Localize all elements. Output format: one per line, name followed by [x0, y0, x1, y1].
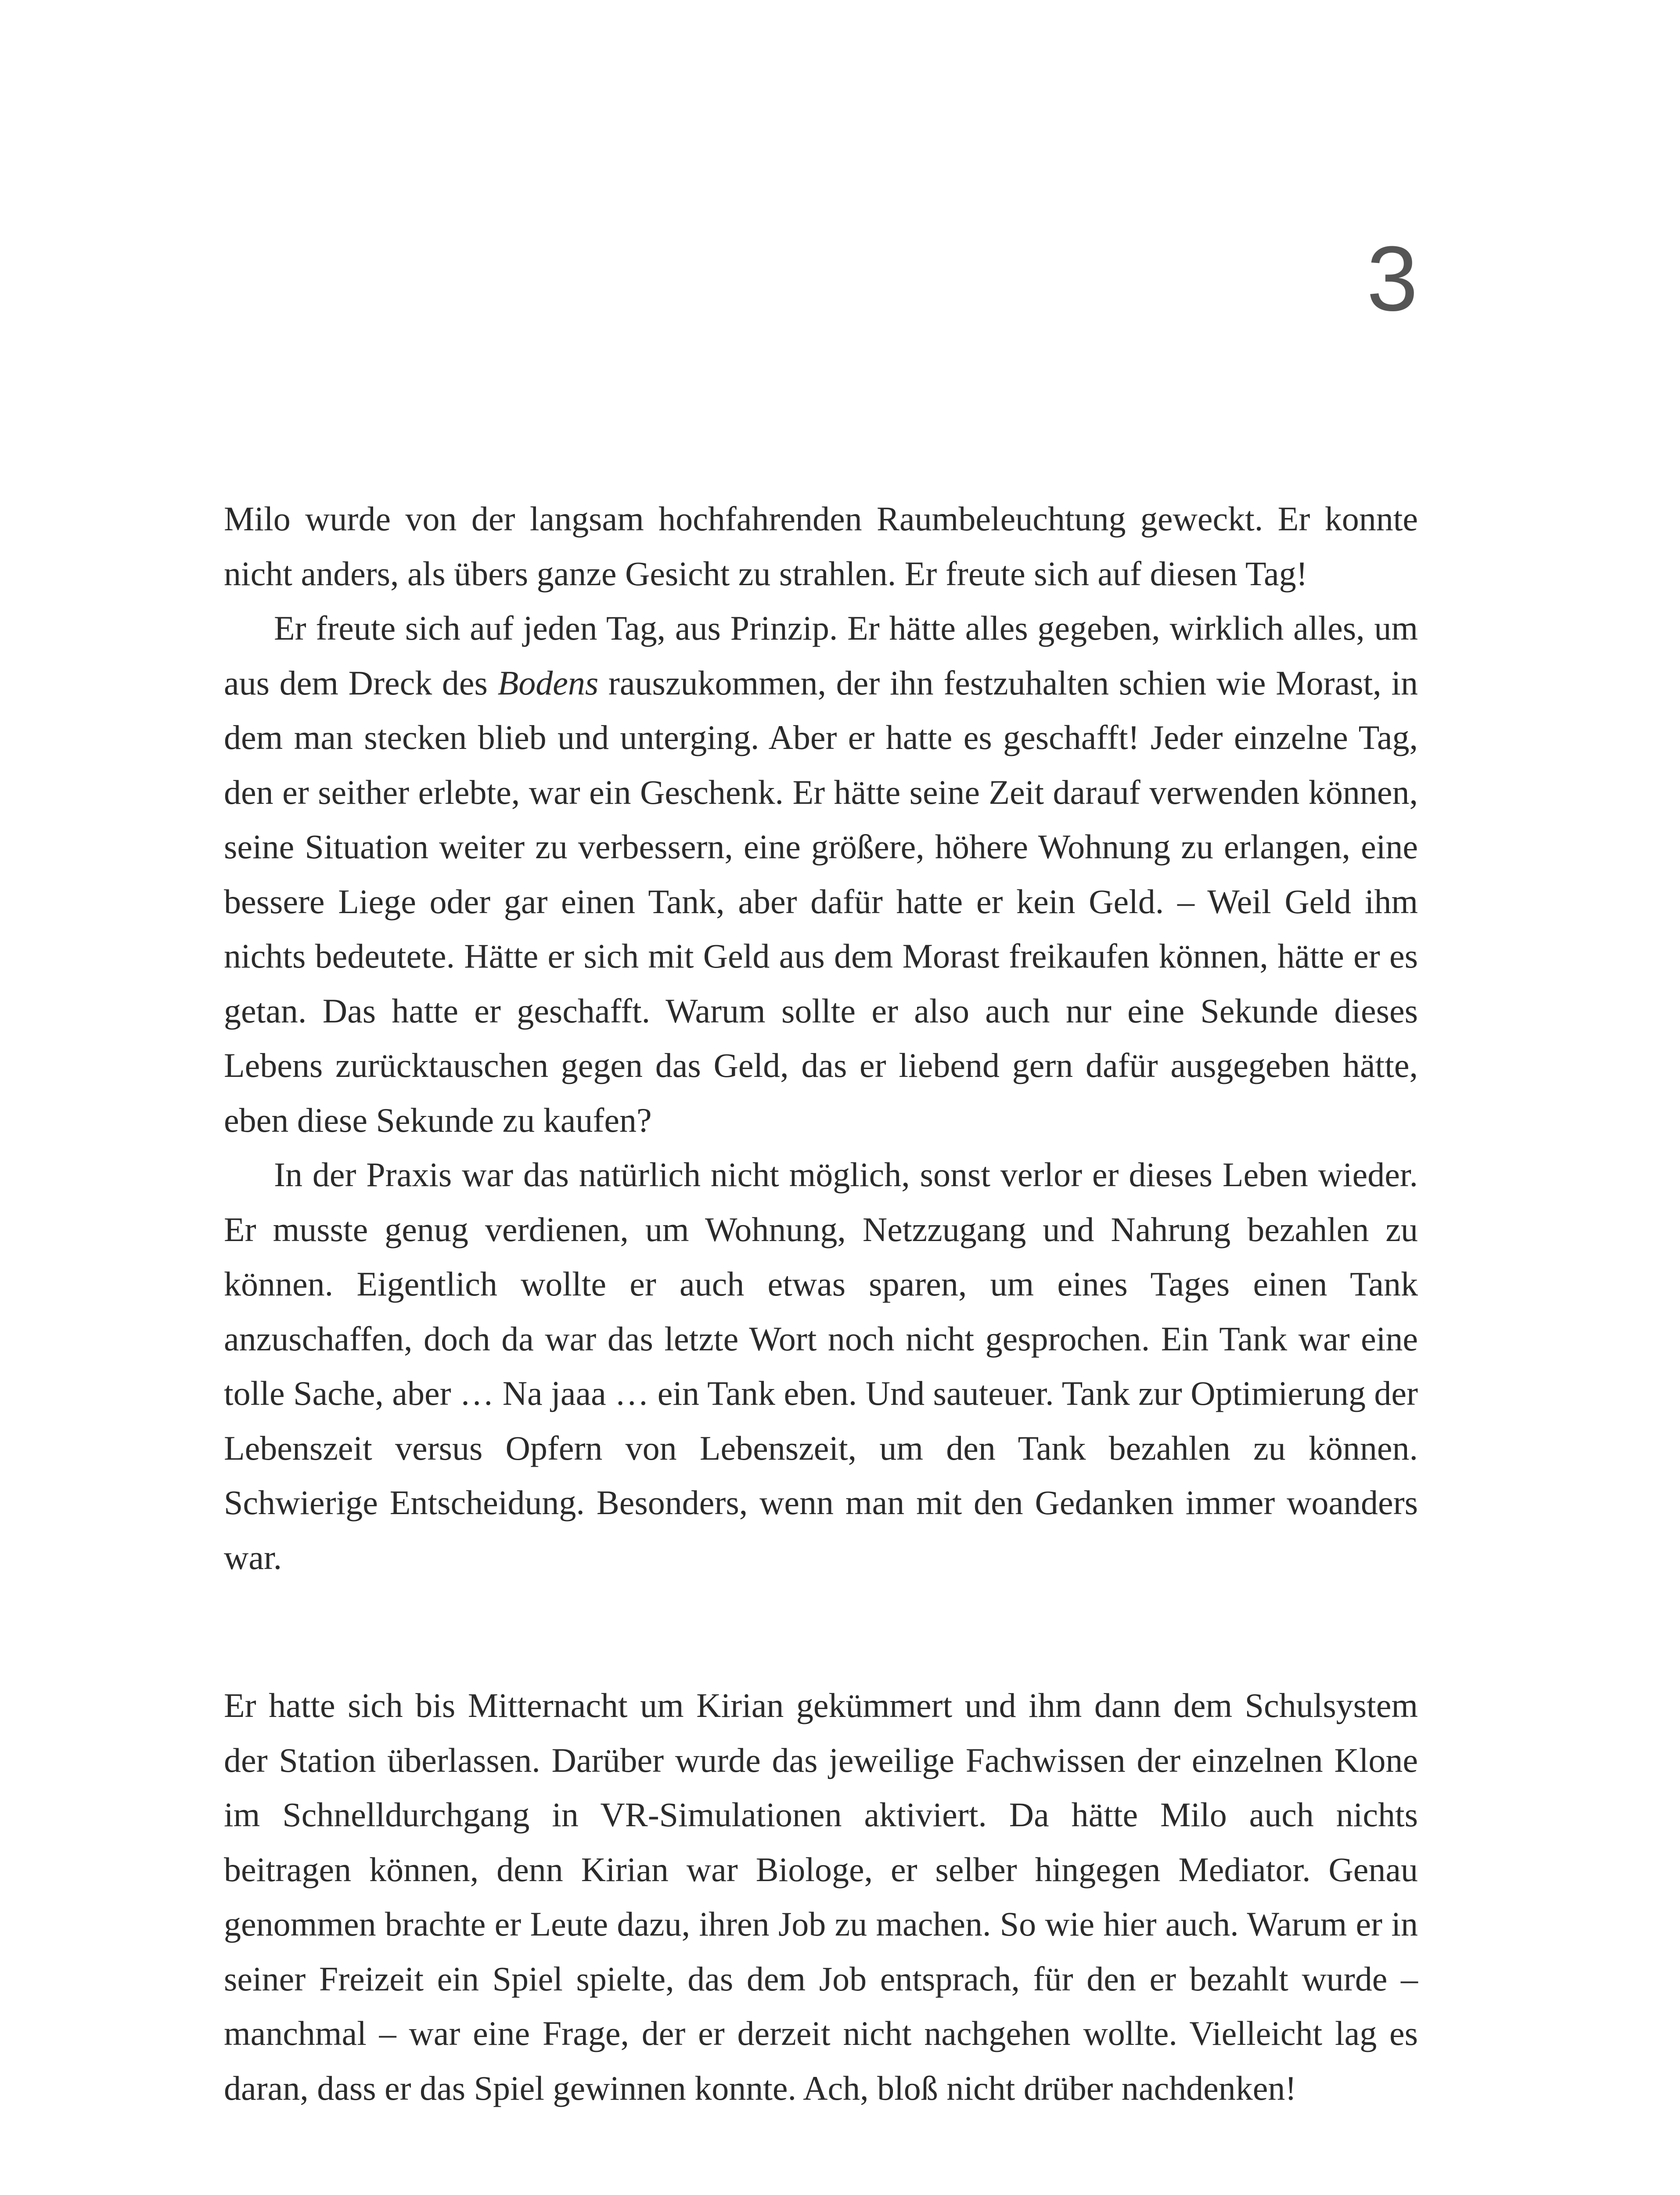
paragraph-text: Milo wurde von der langsam hochfahrenden Raumbeleuchtung geweckt. Er konnte nicht anders, als übers ganze Gesicht zu strahlen. Er freute sich auf diesen Tag! [224, 500, 1418, 593]
paragraph [224, 1678, 1418, 2116]
text-section-1 [224, 492, 1418, 1585]
emphasized-word: Bodens [497, 663, 599, 702]
paragraph-text: Er hatte sich bis Mitternacht um Kirian gekümmert und ihm dann dem Schulsystem der Station überlassen. Darüber wurde das jeweilige Fachwissen der einzelnen Klone im Schnelldurchgang in VR-Simulationen aktiviert. Da hätte Milo auch nichts beitragen können, denn Kirian war Biologe, er selber hingegen Mediator. Genau genommen brachte er Leute dazu, ihren Job zu machen. So wie hier auch. Warum er in seiner Freizeit ein Spiel spielte, das dem Job entsprach, für den er bezahlt wurde – manchmal – war eine Frage, der er derzeit nicht nachgehen wollte. Vielleicht lag es daran, dass er das Spiel gewinnen konnte. Ach, bloß nicht drüber nachdenken! [224, 1686, 1418, 2107]
paragraph-text: rauszukommen, der ihn festzuhalten schien wie Morast, in dem man stecken blieb und unterging. Aber er hatte es geschafft! Jeder einzelne Tag, den er seither erlebte, war ein Geschenk. Er hätte seine Zeit darauf verwenden können, seine Situation weiter zu verbessern, eine größere, höhere Wohnung zu erlangen, eine bessere Liege oder gar einen Tank, aber dafür hatte er kein Geld. – Weil Geld ihm nichts bedeutete. Hätte er sich mit Geld aus dem Morast freikaufen können, hätte er es getan. Das hatte er geschafft. Warum sollte er also auch nur eine Sekunde dieses Lebens zurücktauschen gegen das Geld, das er liebend gern dafür ausgegeben hätte, eben diese Sekunde zu kaufen? [224, 663, 1418, 1139]
paragraph-text: In der Praxis war das natürlich nicht möglich, sonst verlor er dieses Leben wieder. Er musste genug verdienen, um Wohnung, Netzzugang und Nahrung bezahlen zu können. Eigentlich wollte er auch etwas sparen, um eines Tages einen Tank anzuschaffen, doch da war das letzte Wort noch nicht gesprochen. Ein Tank war eine tolle Sache, aber … Na jaaa … ein Tank eben. Und sauteuer. Tank zur Optimierung der Lebenszeit versus Opfern von Lebenszeit, um den Tank bezahlen zu können. Schwierige Entscheidung. Besonders, wenn man mit den Gedanken immer woanders war. [224, 1155, 1418, 1576]
paragraph [224, 601, 1418, 1148]
paragraph [224, 492, 1418, 601]
chapter-number: 3 [1367, 227, 1418, 330]
paragraph-text: Er freute sich auf jeden Tag, aus Prinzip. Er hätte alles gegeben, wirklich alles, um aus dem Dreck des [224, 609, 1418, 702]
paragraph [224, 1148, 1418, 1585]
text-section-2 [224, 1678, 1418, 2116]
